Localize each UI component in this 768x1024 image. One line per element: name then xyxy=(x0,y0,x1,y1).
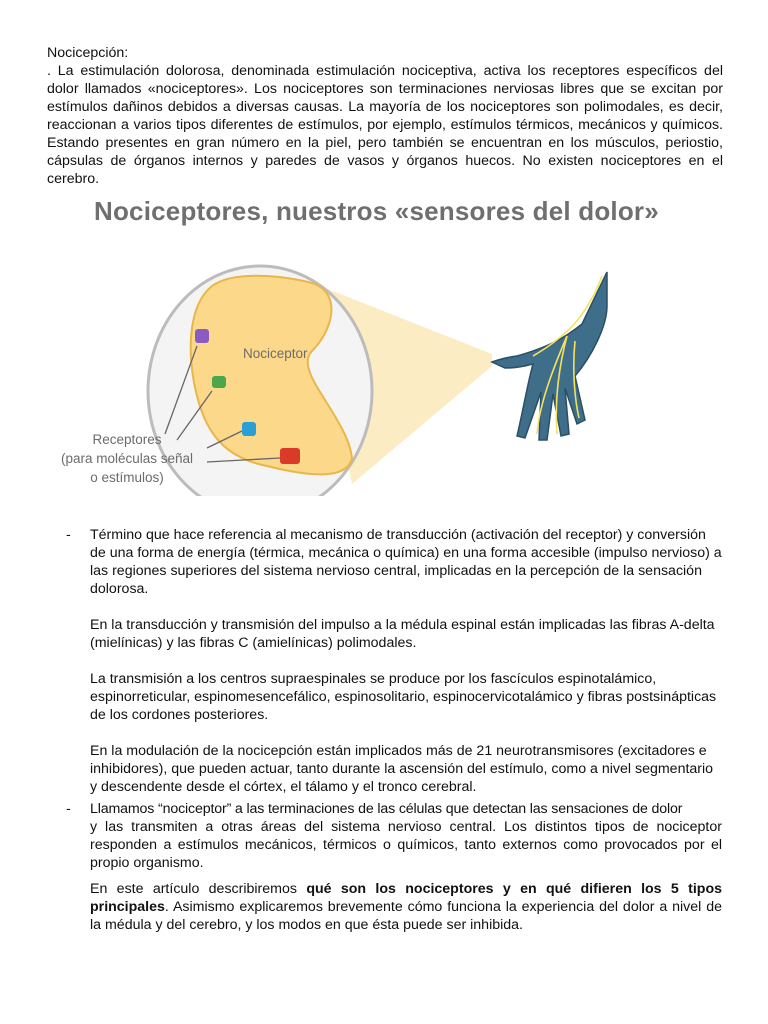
nociceptor-figure xyxy=(47,196,723,496)
bold-phrase: qué son los nociceptores y en qué difieren los 5 tipos principales xyxy=(90,881,722,915)
intro-paragraph: . La estimulación dolorosa, denominada estimulación nociceptiva, activa los receptores específicos del dolor llamados «nociceptores». Los nociceptores son terminaciones nerviosas libres que se excitan por estímulos dañinos debidos a diversas causas. La mayoría de los nociceptores son polimodales, es decir, reaccionan a varios tipos diferentes de estímulos, por ejemplo, estímulos térmicos, mecánicos y químicos. Estando presentes en gran número en la piel, pero también se encuentran en los músculos, periostio, cápsulas de órganos internos y paredes de vasos y órganos huecos. No existen nociceptores en el cerebro. xyxy=(47,63,723,187)
list-item xyxy=(66,526,722,796)
bullet1-paragraph1: Término que hace referencia al mecanismo de transducción (activación del receptor) y conversión de una forma de energía (térmica, mecánica o química) en una forma accesible (impulso nervioso) a las regiones superiores del sistema nervioso central, implicadas en la percepción de la sensación dolorosa. xyxy=(90,527,722,597)
bullet1-paragraph4: En la modulación de la nocicepción están implicados más de 21 neurotransmisores (excitadores e inhibidores), que pueden actuar, tanto durante la ascensión del estímulo, como a nivel segmentario y descendente desde el córtex, el tálamo y el tronco cerebral. xyxy=(90,743,714,795)
bullet1-paragraph3: La transmisión a los centros supraespinales se produce por los fascículos espinotalámico, espinorreticular, espinomesencefálico, espinosolitario, espinocervicotalámico y fibras postsinápticas de los cordones posteriores. xyxy=(90,671,717,723)
bullet1-paragraph2: En la transducción y transmisión del impulso a la médula espinal están implicadas las fibras A-delta (mielínicas) y las fibras C (amielínicas) polimodales. xyxy=(90,617,715,651)
figure-title: Nociceptores, nuestros «sensores del dolor» xyxy=(94,196,659,226)
receptores-label: Receptores (para moléculas señal o estímulos) xyxy=(60,432,194,485)
bullet-dash: - xyxy=(66,801,71,817)
bullet2-paragraph1: y las transmiten a otras áreas del sistema nervioso central. Los distintos tipos de nociceptor responden a estímulos mecánicos, térmicos o químicos, tanto externos como provocados por el propio organismo. xyxy=(90,819,722,871)
blue-receptor xyxy=(242,422,256,436)
bullet-dash: - xyxy=(66,527,71,543)
nociceptor-label: Nociceptor xyxy=(243,346,308,361)
bullet2-line1: Llamamos “nociceptor” a las terminaciones de las células que detectan las sensaciones de dolor xyxy=(90,801,683,817)
red-receptor xyxy=(280,448,300,464)
hand-illustration xyxy=(492,272,607,440)
bullet-list xyxy=(66,526,722,934)
purple-receptor xyxy=(195,329,209,343)
list-item xyxy=(66,800,722,934)
intro-section xyxy=(47,44,723,188)
green-receptor xyxy=(212,376,226,388)
section-heading: Nocicepción: xyxy=(47,45,129,61)
bullet2-paragraph2: En este artículo describiremos qué son los nociceptores y en qué difieren los 5 tipos principales. Asimismo explicaremos brevemente cómo funciona la experiencia del dolor a nivel de la médula y del cerebro, y los modos en que ésta puede ser inhibida. xyxy=(90,881,722,933)
